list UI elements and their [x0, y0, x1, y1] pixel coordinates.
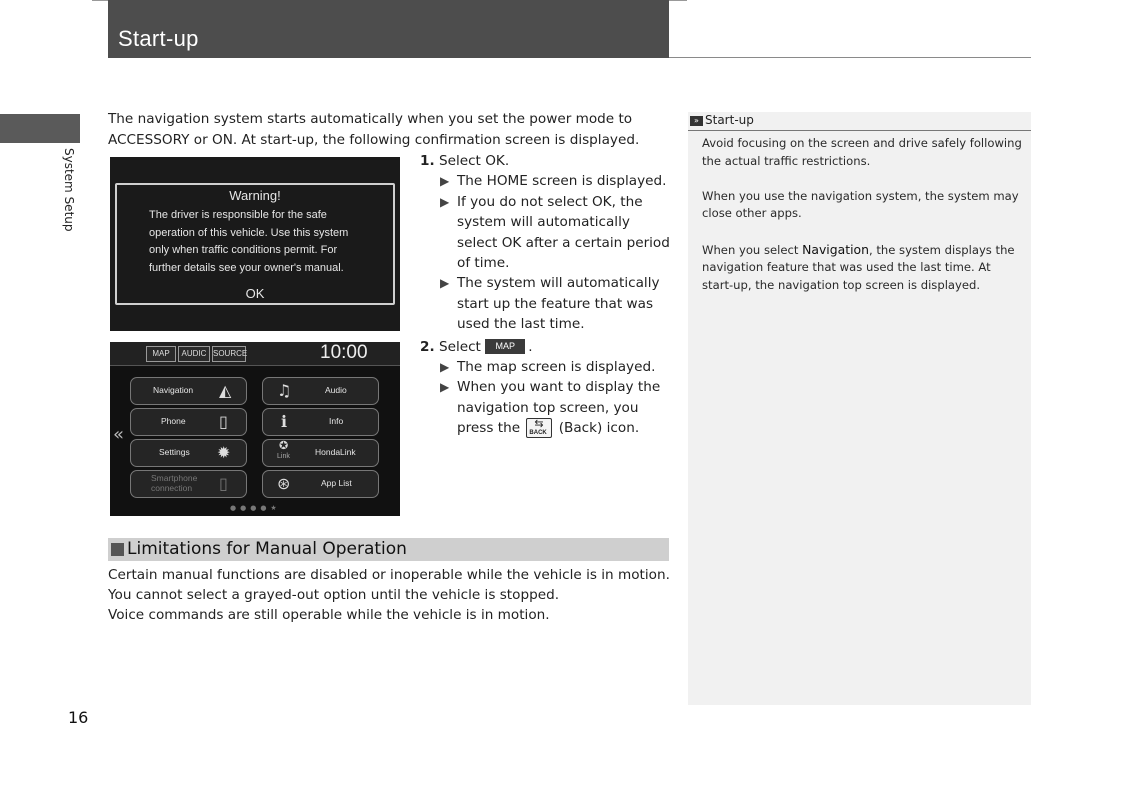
- step-text: Select: [438, 338, 486, 355]
- tile-label: [151, 473, 197, 493]
- home-tile-app-list: [262, 470, 379, 498]
- home-tile-phone: [130, 408, 247, 436]
- home-tile-settings: [130, 439, 247, 467]
- home-tile-navigation: [130, 377, 247, 405]
- note-text: When you select: [702, 242, 803, 257]
- result-text: When you want to display the navigation top screen, you press the: [457, 379, 661, 437]
- steps-list: [420, 151, 672, 439]
- gear-icon: ✹: [217, 443, 231, 462]
- warning-dialog-frame: [115, 183, 395, 305]
- warning-ok-button: OK: [245, 286, 265, 301]
- limitations-line: Voice commands are still operable while the vehicle is in motion.: [108, 607, 550, 624]
- limitations-line: You cannot select a grayed-out option until the vehicle is stopped.: [108, 587, 560, 604]
- tile-label: Phone: [161, 416, 186, 426]
- tile-label: Settings: [159, 447, 190, 457]
- triangle-arrow-icon: ▶: [440, 174, 450, 189]
- triangle-arrow-icon: ▶: [440, 360, 450, 375]
- chevron-left-icon: «: [113, 424, 125, 445]
- step-number: 1.: [420, 153, 435, 169]
- ok-key-label: OK: [591, 193, 612, 210]
- music-note-icon: ♫: [277, 381, 292, 400]
- home-tab-map: MAP: [146, 346, 176, 362]
- phone-icon: ▯: [219, 412, 228, 431]
- link-icon: ✪: [279, 439, 289, 452]
- limitations-text: [108, 565, 673, 626]
- side-tab-marker: [0, 114, 80, 143]
- title-underline: [669, 57, 1031, 58]
- home-tab-audio: AUDIC: [178, 346, 210, 362]
- step-2-result: [420, 377, 672, 438]
- warning-title: Warning!: [229, 188, 281, 203]
- home-tile-info: [262, 408, 379, 436]
- home-tile-audio: [262, 377, 379, 405]
- tile-label: Audio: [325, 385, 347, 395]
- warning-screen-image: [110, 157, 400, 331]
- triangle-arrow-icon: ▶: [440, 380, 450, 395]
- step-text: Select: [438, 153, 486, 169]
- back-icon-label: BACK: [529, 430, 547, 437]
- step-1: [420, 151, 672, 171]
- warning-line: operation of this vehicle. Use this system: [149, 226, 349, 239]
- warning-line: only when traffic conditions permit. For: [149, 244, 338, 256]
- link-icon-caption: Link: [277, 453, 290, 460]
- tile-label: Info: [329, 416, 344, 426]
- square-bullet-icon: [111, 543, 124, 556]
- step-2: [420, 337, 672, 357]
- result-text: If you do not select: [457, 193, 592, 210]
- tile-label: App List: [321, 478, 352, 488]
- result-text: The system will automatically start up the feature that was used the last time.: [457, 275, 660, 333]
- triangle-arrow-icon: ▶: [440, 194, 450, 209]
- intro-paragraph: The navigation system starts automatically when you set the power mode to ACCESSORY or ON. At start-up, the following confirmation screen is displayed.: [108, 111, 640, 148]
- info-icon: ℹ: [281, 412, 288, 431]
- navigation-key-label: Navigation: [802, 241, 869, 257]
- note-header: [688, 112, 1031, 131]
- limitations-line: Certain manual functions are disabled or inoperable while the vehicle is in motion.: [108, 567, 670, 583]
- note-body: [702, 135, 1024, 312]
- note-panel: [688, 112, 1031, 705]
- result-text: The HOME screen is displayed.: [457, 173, 667, 190]
- home-tile-smartphone: [130, 470, 247, 498]
- side-section-label: System Setup: [62, 148, 76, 232]
- ok-key-label: OK: [485, 153, 505, 169]
- section-title: Limitations for Manual Operation: [127, 539, 407, 559]
- warning-body: [149, 207, 379, 277]
- page-number: 16: [68, 708, 89, 727]
- home-tab-source: SOURCE: [212, 346, 246, 362]
- smartphone-icon: ▯: [219, 474, 228, 493]
- step-1-result: [420, 192, 672, 274]
- note-paragraph: Avoid focusing on the screen and drive safely following the actual traffic restrictions.: [702, 136, 1022, 168]
- step-1-result: [420, 171, 672, 191]
- page-indicator-dots: ●●●●★: [230, 504, 281, 512]
- note-text: , the system displays the navigation feature that was used the last time. At start-up, the navigation top screen is displayed.: [702, 242, 1015, 292]
- result-text: , the system will automatically select OK after a certain period of time.: [457, 193, 670, 272]
- tile-label: HondaLink: [315, 447, 356, 457]
- app-list-icon: ⊛: [277, 474, 291, 493]
- note-paragraph: [702, 241, 1024, 295]
- step-text: .: [504, 153, 510, 169]
- tile-label: Navigation: [153, 385, 194, 395]
- triangle-arrow-icon: ▶: [440, 276, 450, 291]
- home-tile-hondalink: [262, 439, 379, 467]
- step-2-result: [420, 357, 672, 377]
- double-chevron-icon: »: [690, 116, 703, 126]
- title-bar: [108, 0, 669, 58]
- tile-label-line: connection: [151, 483, 193, 493]
- note-paragraph: When you use the navigation system, the system may close other apps.: [702, 188, 1019, 221]
- map-button-graphic: MAP: [485, 339, 525, 354]
- back-icon: [526, 418, 552, 438]
- step-number: 2.: [420, 338, 435, 355]
- result-text: The map screen is displayed.: [457, 359, 656, 376]
- result-text: (Back) icon.: [554, 420, 640, 437]
- note-title: Start-up: [705, 113, 754, 127]
- warning-line: further details see your owner's manual.: [149, 261, 344, 274]
- navigation-arrow-icon: ◭: [219, 381, 232, 400]
- home-screen-image: [110, 342, 400, 516]
- step-text: .: [528, 338, 533, 355]
- warning-line: The driver is responsible for the safe: [149, 209, 327, 221]
- home-clock: 10:00: [320, 342, 368, 363]
- tile-label-line: Smartphone: [151, 473, 198, 483]
- home-top-bar: [110, 342, 400, 366]
- step-1-result: [420, 273, 672, 334]
- section-heading-bar: [108, 538, 669, 561]
- back-arrow-glyph: ⇆: [534, 417, 544, 431]
- page-title: Start-up: [118, 26, 199, 51]
